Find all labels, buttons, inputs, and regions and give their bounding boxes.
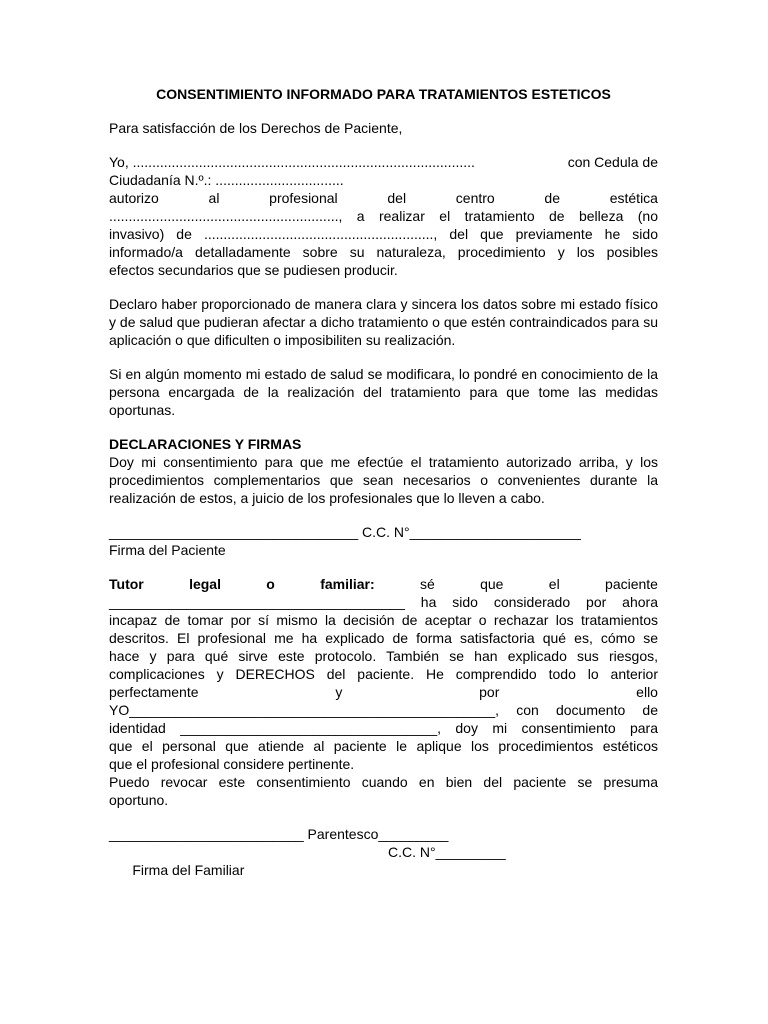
line-invasivo: invasivo) de ..........................................................., del que previamente he sido [109, 226, 658, 242]
document-title: CONSENTIMIENTO INFORMADO PARA TRATAMIENTOS ESTETICOS [156, 86, 611, 102]
paragraph-identification [109, 153, 658, 279]
family-signature-labels [109, 843, 658, 878]
tutor-section [109, 575, 658, 809]
tutor-line-10: que el personal que atiende al paciente le aplique los procedimientos estéticos [109, 738, 658, 754]
tutor-line-7: perfectamente y por ello [109, 684, 658, 700]
declarations-heading: DECLARACIONES Y FIRMAS [109, 436, 302, 452]
line-autorizo: autorizo al profesional del centro de estética [109, 190, 658, 206]
tutor-line-5: hace y para qué sirve este protocolo. También se han explicado sus riesgos, [109, 648, 658, 664]
line-yo [109, 153, 658, 171]
line-informado: informado/a detalladamente sobre su naturaleza, procedimiento y los posibles [109, 244, 658, 260]
tutor-line-13: oportuno. [109, 792, 169, 808]
family-signature-line: _________________________ Parentesco_________ [109, 826, 449, 842]
greeting: Para satisfacción de los Derechos de Paciente, [109, 120, 403, 136]
paragraph-estado-salud: Si en algún momento mi estado de salud se modificara, lo pondré en conocimiento de la persona encargada de la realización del tratamiento para que tome las medidas oportunas. [109, 366, 658, 418]
family-cc-field: C.C. N°_________ [388, 844, 506, 860]
cedula-label: con Cedula de [567, 154, 658, 170]
patient-signature-label: Firma del Paciente [109, 542, 226, 558]
line-ciudadania: Ciudadanía N.º.: ................................. [109, 172, 344, 188]
yo-name-field: Yo, ........................................................................................ [109, 154, 475, 170]
patient-signature-line: ________________________________ C.C. N°______________________ [109, 524, 581, 540]
line-tratamiento: ..........................................................., a realizar el tratamiento de belleza (no [109, 208, 658, 224]
tutor-line-9: identidad _________________________________, doy mi consentimiento para [109, 720, 658, 736]
tutor-line-3: incapaz de tomar por sí mismo la decisión de aceptar o rechazar los tratamientos [109, 612, 658, 628]
paragraph-consentimiento: Doy mi consentimiento para que me efectúe el tratamiento autorizado arriba, y los procedimientos complementarios que sean necesarios o convenientes durante la realización de estos, a juicio de los profesionales que lo lleven a cabo. [109, 454, 658, 506]
family-signature-label: Firma del Familiar [132, 862, 245, 878]
tutor-line-4: descritos. El profesional me ha explicado de forma satisfactoria qué es, cómo se [109, 630, 658, 646]
tutor-line-8: YO_______________________________________________, con documento de [109, 702, 658, 718]
paragraph-declaro: Declaro haber proporcionado de manera clara y sincera los datos sobre mi estado físico y de salud que pudieran afectar a dicho tratamiento o que estén contraindicados para su aplicación o que dificulten o imposibiliten su realización. [109, 296, 658, 348]
tutor-line-11: que el profesional considere pertinente. [109, 756, 355, 772]
line-efectos: efectos secundarios que se pudiesen producir. [109, 262, 398, 278]
tutor-line-1: Tutor legal o familiar: sé que el paciente [109, 576, 658, 592]
tutor-line-6: complicaciones y DERECHOS del paciente. He comprendido todo lo anterior [109, 666, 658, 682]
document-body [109, 85, 658, 878]
tutor-line-12: Puedo revocar este consentimiento cuando en bien del paciente se presuma [109, 774, 658, 790]
tutor-line-2: ______________________________________ ha sido considerado por ahora [109, 594, 658, 610]
